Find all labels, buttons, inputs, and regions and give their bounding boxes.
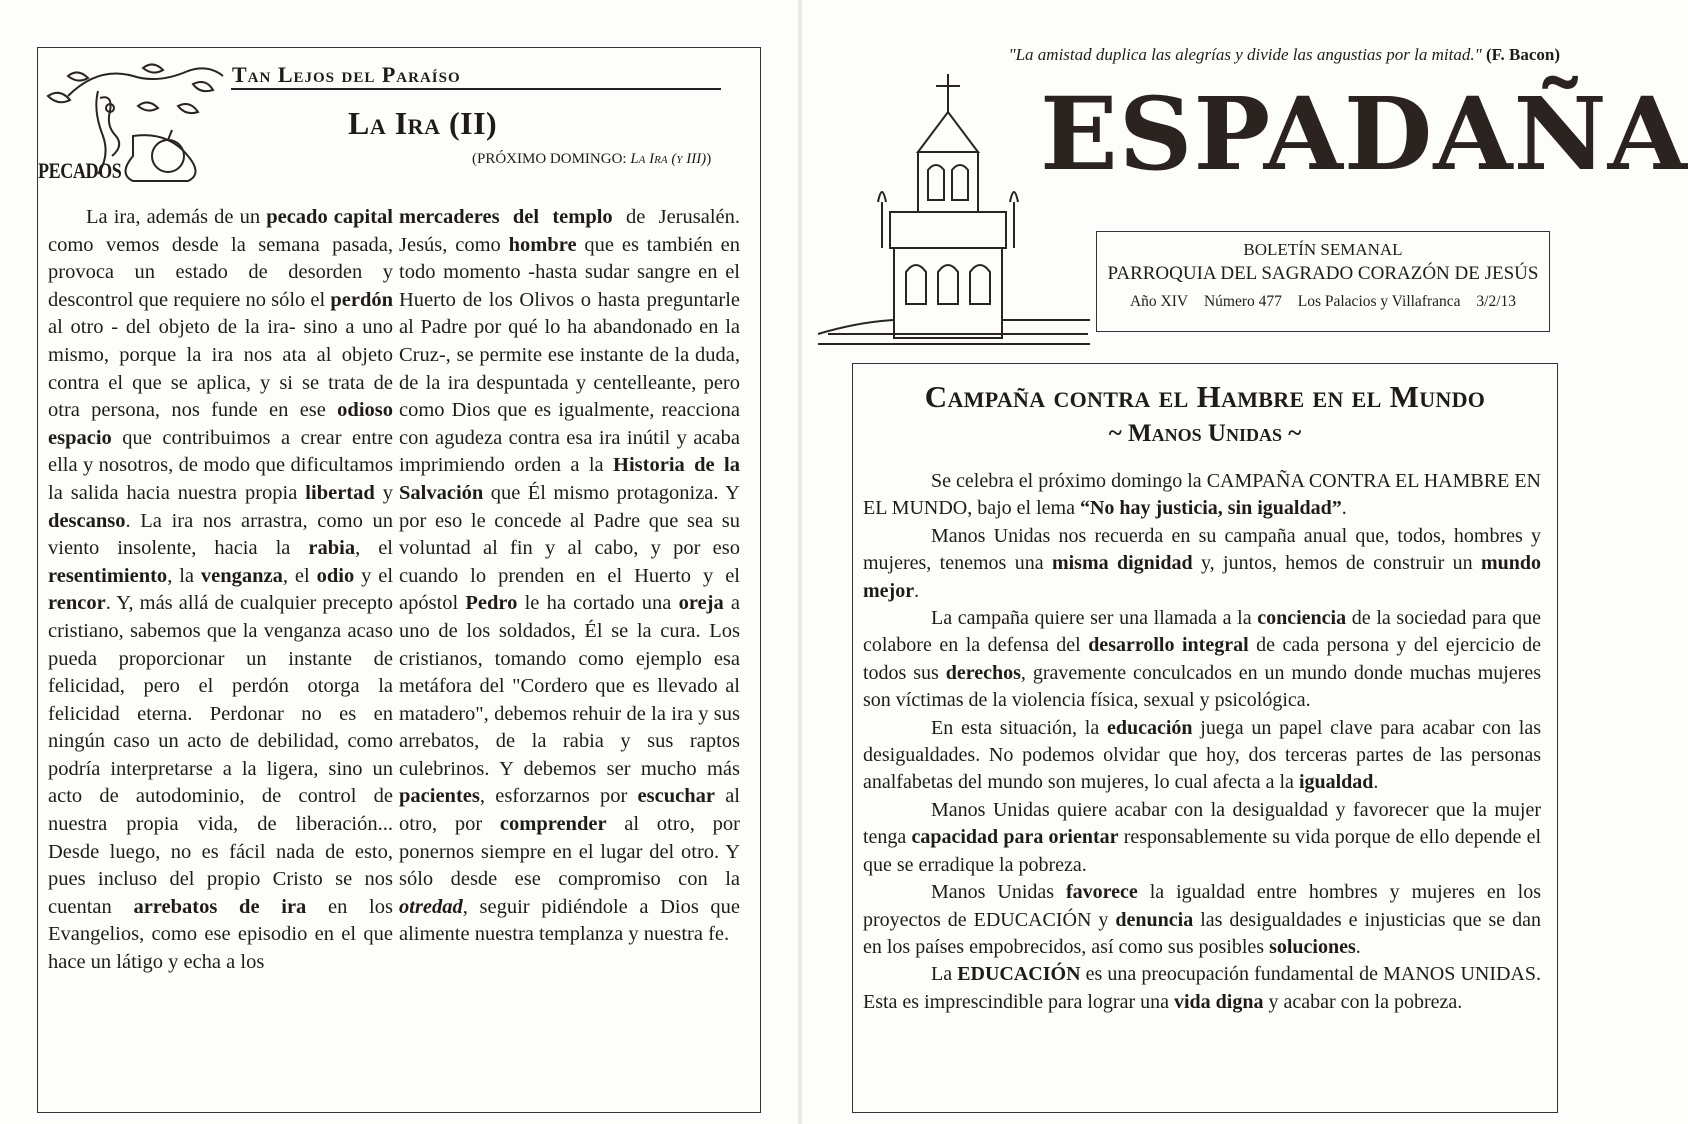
campaign-paragraph: La campaña quiere ser una llamada a la conciencia de la sociedad para que colabore en la defensa del desarrollo integral de cada persona y del ejercicio de todos sus derechos, gravemente conculcados en un mundo donde muchas mujeres son víctimas de la violencia física, sexual y psicológica. [863,607,1542,712]
page-fold [798,0,802,1124]
campaign-paragraph: En esta situación, la educación juega un papel clave para acabar con las desigualdades. No podemos olvidar que hoy, dos terceras partes de las personas analfabetas del mundo son mujeres, lo cual afecta a la igualdad. [863,716,1541,794]
bulletin-info-box [1096,231,1550,332]
emphasis: mercaderes del templo [399,206,613,228]
emphasis: otredad [399,895,463,918]
bulletin-label: BOLETÍN SEMANAL [1243,240,1403,259]
emphasis: venganza [200,564,283,587]
emphasis: descanso [48,509,126,532]
emphasis: hombre [508,233,577,256]
section-divider [231,88,721,90]
article-column-2: mercaderes del templo de Jerusalén. Jesús, como hombre que es también en todo momento -hasta sudar sangre en el Huerto de los Olivos o hasta preguntarle al Padre por qué lo ha abandonado en la Cruz-, se permite ese instante de la duda, de la ira despuntada y centelleante, pero como Dios que es igualmente, reacciona con agudeza contra esa ira inútil y acaba imprimiendo orden a la Historia de la Salvación que Él mismo protagoniza. Y por eso le concede al Padre que sea su voluntad al fin y al cabo, y por eso cuando lo prenden en el Huerto y el apóstol Pedro le ha cortado una oreja a uno de los soldados, Él se la cura. Los cristianos, tomando como ejemplo esa metáfora del "Cordero que es llevado al matadero", debemos rehuir de la ira y sus arrebatos, de la rabia y sus raptos culebrinos. Y debemos ser mucho más pacientes, esforzarnos por escuchar al otro, por comprender al otro, por ponernos siempre en el lugar del otro. Y sólo desde ese compromiso con la otredad, seguir pidiéndole a Dios que alimente nuestra templanza y nuestra fe. [399,206,741,946]
emphasis: resentimiento [48,564,168,587]
emphasis: odio [316,564,355,587]
campaign-body [863,468,1541,1016]
emphasis: capacidad para orientar [911,826,1119,849]
emblem-label: PECADOS [38,158,122,183]
emphasis: derechos [945,661,1021,684]
emphasis: arrebatos de ira [133,895,307,918]
emphasis: igualdad [1298,771,1374,794]
campaign-paragraph: Se celebra el próximo domingo la CAMPAÑA CONTRA EL HAMBRE EN EL MUNDO, bajo el lema “No hay justicia, sin igualdad”. [863,470,1541,520]
emphasis: conciencia [1257,607,1347,630]
emphasis: Pedro [465,592,518,615]
emphasis: denuncia [1115,908,1194,931]
emphasis: odioso espacio [48,399,393,449]
masthead-title: ESPADAÑA [1040,75,1688,193]
campaign-paragraph: Manos Unidas quiere acabar con la desigualdad y favorecer que la mujer tenga capacidad para orientar responsablemente su vida porque de ello depende el que se erradique la pobreza. [863,798,1541,876]
campaign-paragraph: La EDUCACIÓN es una preocupación fundamental de MANOS UNIDAS. Esta es imprescindible para lograr una vida digna y acabar con la pobreza. [863,963,1541,1013]
emphasis: soluciones [1269,935,1356,958]
issue-year: Año XIV [1129,293,1189,310]
emphasis: escuchar [637,785,715,808]
emphasis: libertad [305,481,375,504]
campaign-subtitle: ~ Manos Unidas ~ [1108,420,1302,447]
quote-text: "La amistad duplica las alegrías y divide las angustias por la mitad." [1008,45,1482,64]
emphasis: “No hay justicia, sin igualdad” [1079,497,1342,520]
campaign-title: Campaña contra el Hambre en el Mundo [924,379,1486,414]
section-title: Tan Lejos del Paraíso [232,62,461,87]
issue-date: 3/2/13 [1476,293,1517,310]
emphasis: rencor [48,592,106,615]
article-column-1: La ira, además de un pecado capital como vemos desde la semana pasada, provoca un estado de desorden y descontrol que requiere no sólo el perdón al otro - del objeto de la ira- sino a uno mismo, porque la ira nos ata al objeto contra el que se aplica, y si se trata de otra persona, nos funde en ese odioso espacio que contribuimos a crear entre ella y nosotros, de modo que dificultamos la salida hacia nuestra propia libertad y descanso. La ira nos arrastra, como un viento insolente, hacia la rabia, el resentimiento, la venganza, el odio y el rencor. Y, más allá de cualquier precepto cristiano, sabemos que la venganza acaso pueda proporcionar un instante de felicidad, pero el perdón otorga la felicidad eterna. Perdonar no es en ningún caso un acto de debilidad, como podría interpretarse a la ligera, sino un acto de autodominio, de control de nuestra propia vida, de liberación... Desde luego, no es fácil nada de esto, pues incluso del propio Cristo se nos cuentan arrebatos de ira en los Evangelios, como ese episodio en el que hace un látigo y echa a los [48,206,394,974]
next-sunday-note: (PRÓXIMO DOMINGO: La Ira (y III)) [472,151,712,167]
emphasis: desarrollo integral [1088,634,1249,657]
campaign-article-frame [852,363,1558,1113]
issue-details [1097,293,1549,311]
emphasis: favorece [1065,881,1138,904]
emphasis: comprender [499,813,607,836]
campaign-paragraph: Manos Unidas nos recuerda en su campaña anual que, todos, hombres y mujeres, tenemos una misma dignidad y, juntos, hemos de construir un mundo mejor. [863,524,1541,602]
left-article-frame [37,47,761,1113]
emphasis: educación [1106,716,1193,739]
epigraph-quote [900,45,1560,65]
article-title: La Ira (II) [348,105,498,141]
emphasis: rabia [308,537,356,560]
parish-name: PARROQUIA DEL SAGRADO CORAZÓN DE JESÚS [1107,263,1539,284]
emphasis: oreja [678,592,724,615]
campaign-paragraph: Manos Unidas favorece la igualdad entre hombres y mujeres en los proyectos de EDUCACIÓN y denuncia las desigualdades e injusticias que se dan en los países empobrecidos, así como sus posibles soluciones. [863,881,1541,958]
quote-author: (F. Bacon) [1486,45,1560,64]
emphasis: pecado capital [266,206,394,228]
emphasis: Historia de la Salvación [399,454,740,504]
emphasis: EDUCACIÓN [957,963,1081,986]
emphasis: mundo mejor [863,552,1541,602]
emphasis: misma dignidad [1051,552,1193,575]
emphasis: pacientes [399,785,480,808]
emphasis: vida digna [1174,990,1264,1013]
issue-number: Número 477 [1203,293,1282,310]
issue-place: Los Palacios y Villafranca [1297,293,1461,310]
emphasis: perdón [330,288,394,311]
